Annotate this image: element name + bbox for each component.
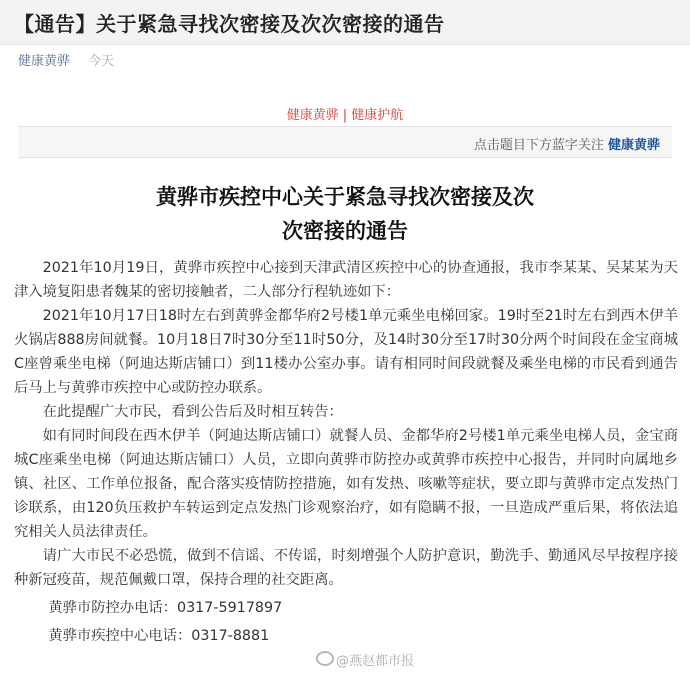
document-title-line-1: 黄骅市疾控中心关于紧急寻找次密接及次 xyxy=(156,184,534,209)
paragraph: 2021年10月17日18时左右到黄骅金都华府2号楼1单元乘坐电梯回家。19时至21时左右到西木伊羊火锅店888房间就餐。10月18日7时30分至11时50分，及14时30分至17时30分两个时间段在金宝商城C座曾乘坐电梯（阿迪达斯店铺口）到11楼办公室办事。请有相同时间段就餐及乘坐电梯的市民看到通告后马上与黄骅市疾控中心或防控办联系。 xyxy=(14,308,678,396)
follow-banner xyxy=(18,126,672,158)
document-title xyxy=(0,180,690,248)
paragraph: 请广大市民不必恐慌，做到不信谣、不传谣，时刻增强个人防护意识，勤洗手、勤通风尽早按程序接种新冠疫苗，规范佩戴口罩，保持合理的社交距离。 xyxy=(14,548,678,588)
article-body xyxy=(14,256,678,648)
watermark xyxy=(316,650,414,669)
brand-name: 健康黄骅 xyxy=(286,108,339,123)
paragraph: 如有同时间段在西木伊羊（阿迪达斯店铺口）就餐人员、金都华府2号楼1单元乘坐电梯人员，金宝商城C座乘坐电梯（阿迪达斯店铺口）人员，立即向黄骅市防控办或黄骅市疾控中心报告，并同时向属地乡镇、社区、工作单位报备，配合落实疫情防控措施，如有发热、咳嗽等症状，要立即与黄骅市定点发热门诊联系，由120负压救护车转运到定点发热门诊观察治疗，如有隐瞒不报，一旦造成严重后果，将依法追究相关人员法律责任。 xyxy=(14,428,678,540)
weibo-icon xyxy=(316,651,334,666)
article-meta xyxy=(18,50,114,69)
phone-prevention-office: 黄骅市防控办电话：0317-5917897 xyxy=(48,600,283,616)
brand-tagline: 健康护航 xyxy=(351,108,404,123)
account-link[interactable]: 健康黄骅 xyxy=(18,54,71,69)
follow-account-link[interactable]: 健康黄骅 xyxy=(607,138,660,153)
article-header xyxy=(0,0,690,45)
follow-hint: 点击题目下方蓝字关注 xyxy=(473,138,604,153)
watermark-text: @燕赵都市报 xyxy=(336,654,415,669)
paragraph: 在此提醒广大市民，看到公告后及时相互转告： xyxy=(42,404,343,420)
article-headline: 【通告】关于紧急寻找次密接及次次密接的通告 xyxy=(14,12,445,36)
publish-time: 今天 xyxy=(88,54,115,69)
document-title-line-2: 次密接的通告 xyxy=(282,218,408,243)
brand-slogan: 健康黄骅 | 健康护航 xyxy=(286,108,404,123)
paragraph: 2021年10月19日，黄骅市疾控中心接到天津武清区疾控中心的协查通报，我市李某某、吴某某为天津入境复阳患者魏某的密切接触者，二人部分行程轨迹如下： xyxy=(14,260,678,300)
phone-cdc: 黄骅市疾控中心电话：0317-8881 xyxy=(48,628,270,644)
